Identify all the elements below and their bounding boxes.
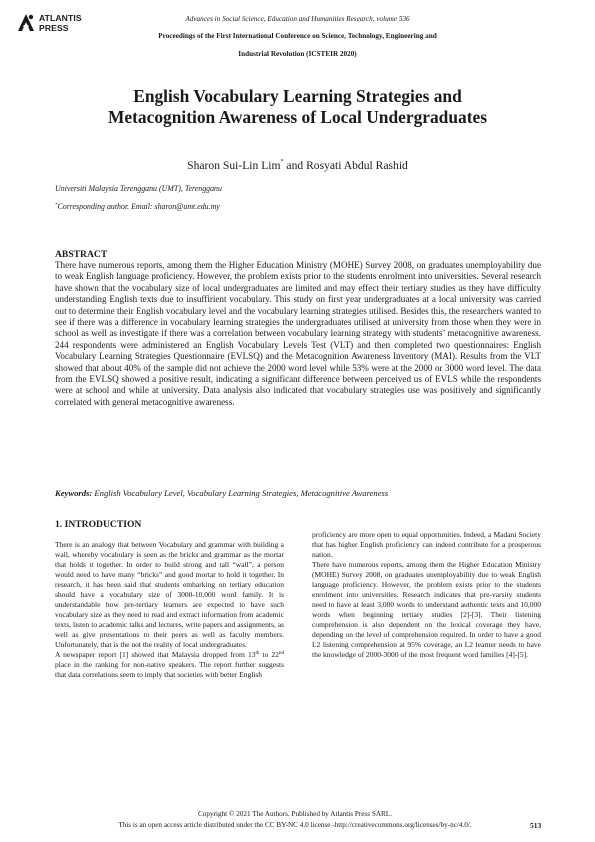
keywords-list: English Vocabulary Level, Vocabulary Learning Strategies, Metacognitive Awareness (92, 488, 389, 498)
logo-word-2: PRESS (39, 23, 69, 33)
intro-paragraph-4: There have numerous reports, among them the Higher Education Ministry (MOHE) Survey 2008, on graduates unemployability due to weak English language proficiency. However, the problem exists prior to the students enrolment into universities. Research indicates that pre-varsity students need to have at least 3,000 words to understand authentic texts and 10,000 words when beginning tertiary studies [2]-[3]. Their listening comprehension is also dependent on the lexical coverage they have, depending on the level of comprehension required. In order to have a good L2 listening comprehension at 95% coverage, an L2 learner needs to have the knowledge of 2000-3000 of the most frequent word families [4]-[5]. (312, 560, 541, 659)
title-line-1: English Vocabulary Learning Strategies and (133, 86, 462, 106)
paper-title (40, 86, 555, 127)
footer-license: This is an open access article distributed under the CC BY-NC 4.0 license -http://creativecommons.org/licenses/by-nc/4.0/. (118, 821, 472, 829)
corresponding-email-text: Corresponding author. Email: sharon@umt.edu.my (57, 202, 220, 211)
intro-paragraph-1: There is an analogy that between Vocabulary and grammar with building a wall, whereby vocabulary is seen as the bricks and grammar as the mortar that holds it together. In order to build strong and tall “wall”, a person would need to have many “bricks” and good mortar to hold it together. In research, it has been said that students embarking on tertiary education should have a vocabulary size of 3000-10,000 word family. It is understandable how pre-tertiary learners are expected to have such vocabulary size as they need to read and extract information from academic texts, listen to academic talks and lectures, write papers and assignments, as well as give presentations to their peers as well as faculty members. Unfortunately, that is the not the reality of local undergraduates. (55, 540, 284, 649)
intro-paragraph-2 (55, 650, 284, 680)
page-number: 513 (530, 821, 542, 830)
corresponding-mark: * (280, 159, 284, 165)
abstract-text: There have numerous reports, among them the Higher Education Ministry (MOHE) Survey 2008, on graduates unemployability due to weak English language proficiency. However, the problem exists prior to the students enrolment into universities. Several research have shown that the vocabulary size of local undergraduates are limited and may effect their tertiary studies as they have difficulty understanding English texts due to insuffirient vocabulary. This study on first year undergraduates at a local university was carried out to determine their English vocabulary level and the vocabulary learning strategies utilised. Besides this, the researchers wanted to see if there was a difference in vocabulary learning strategies the undergraduates utilised at university from those when they were in school as well as investigate if there was a correlation between vocabulary learning strategy with students’ metacognitive awareness. 244 respondents were administered an English Vocabulary Levels Test (VLT) and then completed two questionnaires: English Vocabulary Learning Strategies Questionnaire (EVLSQ) and the Metacognition Awareness Inventory (MAI). Results from the VLT showed that about 40% of the sample did not achieve the 2000 word level while 53% were at the 2000 or 3000 word level. The data from the EVLSQ showed a positive result, indicating a significant difference between perceived us of EVLS while the respondents were at school and while at university. Data analysis also indicated that vocabulary strategies use was positively and significantly correlated with general metacognitive awareness. (55, 260, 541, 407)
keywords (55, 488, 541, 499)
publisher-logo (17, 11, 97, 37)
affiliation: Universiti Malaysia Terengganu (UMT), Terengganu (55, 184, 222, 193)
para2-text-b: to 22 (259, 650, 279, 659)
section-heading-introduction: 1. INTRODUCTION (55, 519, 142, 530)
keywords-label: Keywords: (55, 488, 93, 498)
journal-name: Advances in Social Science, Education and Humanities Research, volume 536 (185, 15, 410, 23)
proceedings-line-1: Proceedings of the First International Conference on Science, Technology, Engineering and (158, 32, 437, 40)
para2-text-c: place in the ranking for non-native speakers. The report further suggests that data correlations seem to imply that societies with better English (55, 660, 284, 679)
author-2: and Rosyati Abdul Rashid (283, 159, 408, 172)
footer-copyright: Copyright © 2021 The Authors. Published by Atlantis Press SARL. (197, 810, 392, 818)
logo-word-1: ATLANTIS (39, 13, 82, 23)
column-left (55, 540, 284, 680)
corresponding-footnote-mark: * (55, 203, 58, 208)
ordinal-superscript: th (255, 651, 260, 656)
intro-paragraph-3: proficiency are more open to equal opportunities. Indeed, a Madani Society that has higher English proficiency can indeed contribute for a prosperous nation. (312, 530, 541, 559)
author-list (40, 155, 555, 173)
corresponding-author (55, 201, 220, 212)
para2-text-a: A newspaper report [1] showed that Malaysia dropped from 13 (55, 650, 256, 659)
author-1: Sharon Sui-Lin Lim (187, 159, 281, 172)
proceedings-line-2: Industrial Revolution (ICSTEIR 2020) (238, 50, 357, 58)
logo-wordmark (39, 13, 82, 33)
abstract-heading: ABSTRACT (55, 249, 108, 260)
atlantis-press-logo-icon (17, 13, 35, 33)
column-right (312, 530, 541, 660)
title-line-2: Metacognition Awareness of Local Undergraduates (107, 106, 488, 127)
ordinal-superscript: nd (279, 651, 284, 656)
